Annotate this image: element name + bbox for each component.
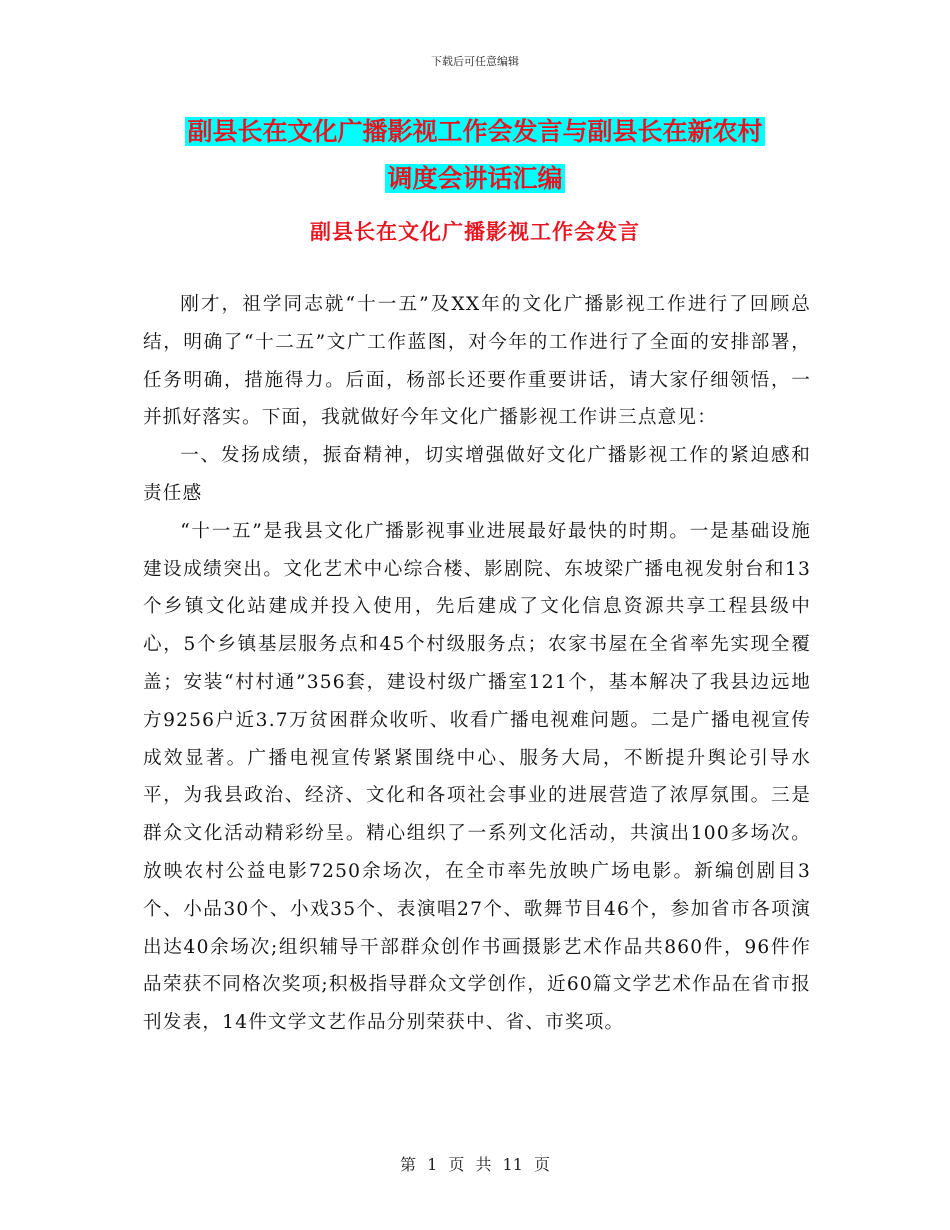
body-text: [143, 286, 811, 1042]
section-title: 副县长在文化广播影视工作会发言: [310, 220, 640, 244]
paragraph: 刚才，祖学同志就“十一五”及XX年的文化广播影视工作进行了回顾总结，明确了“十二五”文广工作蓝图，对今年的工作进行了全面的安排部署，任务明确，措施得力。后面，杨部长还要作重要讲话，请大家仔细领悟，一并抓好落实。下面，我就做好今年文化广播影视工作讲三点意见：: [143, 294, 811, 429]
document-title: [140, 108, 810, 202]
paragraph: 一、发扬成绩，振奋精神，切实增强做好文化广播影视工作的紧迫感和责任感: [143, 445, 811, 504]
document-title-line-2: 调度会讲话汇编: [387, 164, 563, 193]
paragraph: “十一五”是我县文化广播影视事业进展最好最快的时期。一是基础设施建设成绩突出。文化艺术中心综合楼、影剧院、东坡梁广播电视发射台和13个乡镇文化站建成并投入使用，先后建成了文化信息资源共享工程县级中心，5个乡镇基层服务点和45个村级服务点；农家书屋在全省率先实现全覆盖；安装“村村通”356套，建设村级广播室121个，基本解决了我县边远地方9256户近3.7万贫困群众收听、收看广播电视难问题。二是广播电视宣传成效显著。广播电视宣传紧紧围绕中心、服务大局，不断提升舆论引导水平，为我县政治、经济、文化和各项社会事业的进展营造了浓厚氛围。三是群众文化活动精彩纷呈。精心组织了一系列文化活动，共演出100多场次。放映农村公益电影7250余场次，在全市率先放映广场电影。新编创剧目3个、小品30个、小戏35个、表演唱27个、歌舞节目46个，参加省市各项演出达40余场次;组织辅导干部群众创作书画摄影艺术作品共860件，96件作品荣获不同格次奖项;积极指导群众文学创作，近60篇文学艺术作品在省市报刊发表，14件文学文艺作品分别荣获中、省、市奖项。: [143, 520, 811, 1034]
page-number-footer: 第 1 页 共 11 页: [400, 1155, 550, 1174]
document-title-line-1: 副县长在文化广播影视工作会发言与副县长在新农村: [187, 117, 763, 146]
page-header-note: 下载后可任意编辑: [431, 55, 519, 68]
